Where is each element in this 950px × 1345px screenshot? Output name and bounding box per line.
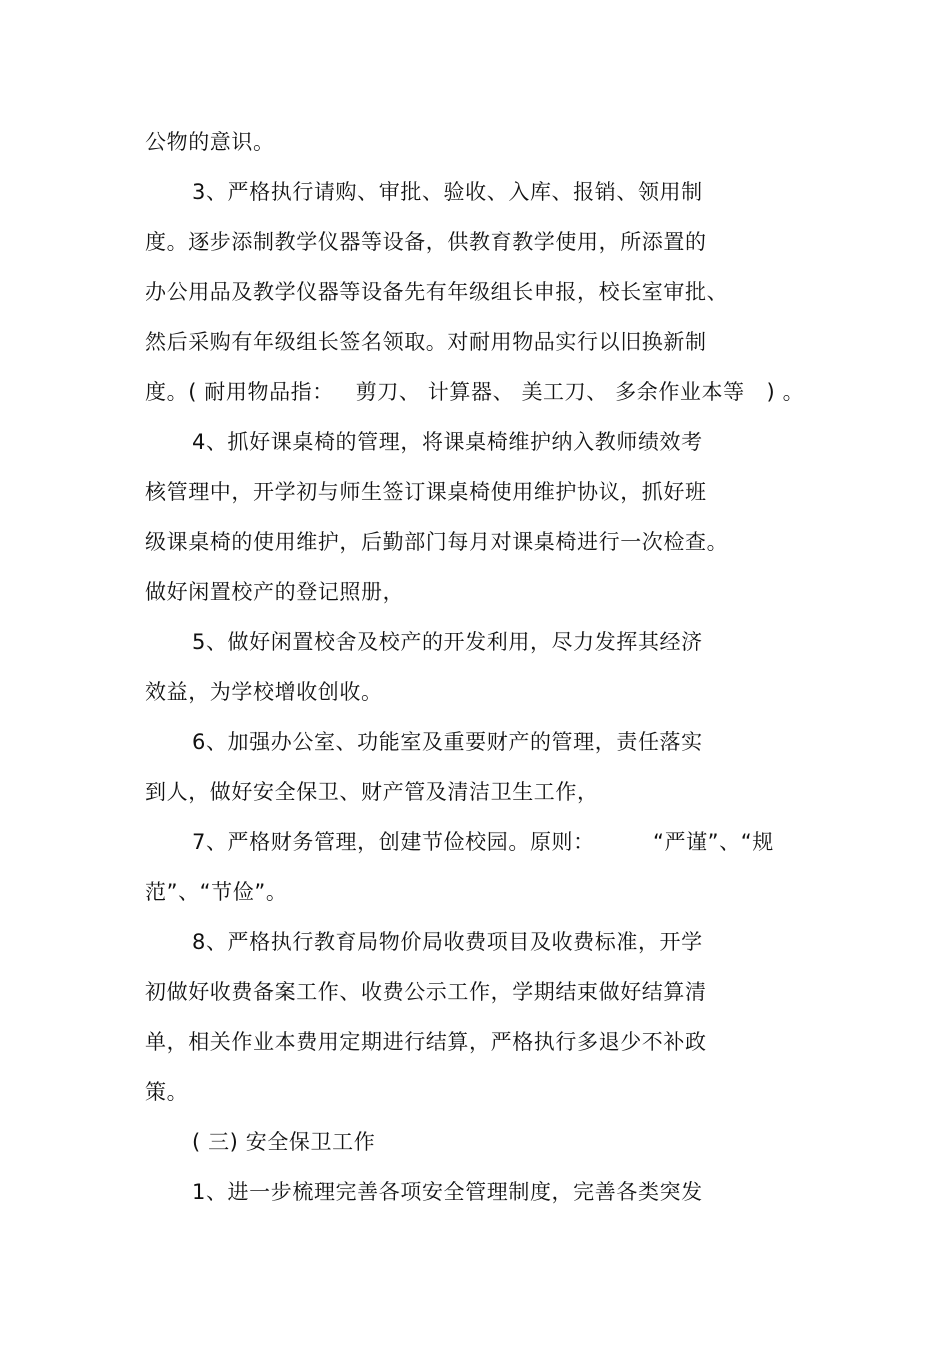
section-heading: ( 三) 安全保卫工作 — [192, 1130, 376, 1154]
text-line: 4、抓好课桌椅的管理，将课桌椅维护纳入教师绩效考 — [192, 430, 703, 454]
text-line: 6、加强办公室、功能室及重要财产的管理，责任落实 — [192, 730, 703, 754]
text-line: 然后采购有年级组长签名领取。对耐用物品实行以旧换新制 — [145, 330, 707, 354]
text-line: 范”、“节俭”。 — [145, 880, 288, 904]
text-line: 单，相关作业本费用定期进行结算，严格执行多退少不补政 — [145, 1030, 707, 1054]
text-line: 1、进一步梳理完善各项安全管理制度，完善各类突发 — [192, 1180, 703, 1204]
text-line: 办公用品及教学仪器等设备先有年级组长申报，校长室审批、 — [145, 280, 729, 304]
text-line: 初做好收费备案工作、收费公示工作，学期结束做好结算清 — [145, 980, 707, 1004]
text-line: 度。( 耐用物品指： 剪刀、 计算器、 美工刀、 多余作业本等 ) 。 — [145, 380, 805, 404]
text-line: 3、严格执行请购、审批、验收、入库、报销、领用制 — [192, 180, 703, 204]
text-line: 公物的意识。 — [145, 130, 275, 154]
text-line: 到人，做好安全保卫、财产管及清洁卫生工作， — [145, 780, 599, 804]
text-line: 级课桌椅的使用维护，后勤部门每月对课桌椅进行一次检查。 — [145, 530, 729, 554]
text-line: 8、严格执行教育局物价局收费项目及收费标准，开学 — [192, 930, 703, 954]
text-line: 做好闲置校产的登记照册， — [145, 580, 405, 604]
text-line: 度。逐步添制教学仪器等设备，供教育教学使用，所添置的 — [145, 230, 707, 254]
text-line: 效益，为学校增收创收。 — [145, 680, 383, 704]
text-line: 核管理中，开学初与师生签订课桌椅使用维护协议，抓好班 — [145, 480, 707, 504]
text-line: 5、做好闲置校舍及校产的开发利用，尽力发挥其经济 — [192, 630, 703, 654]
text-line: 策。 — [145, 1080, 189, 1104]
text-line: 7、严格财务管理，创建节俭校园。原则： “严谨”、“规 — [192, 830, 774, 854]
